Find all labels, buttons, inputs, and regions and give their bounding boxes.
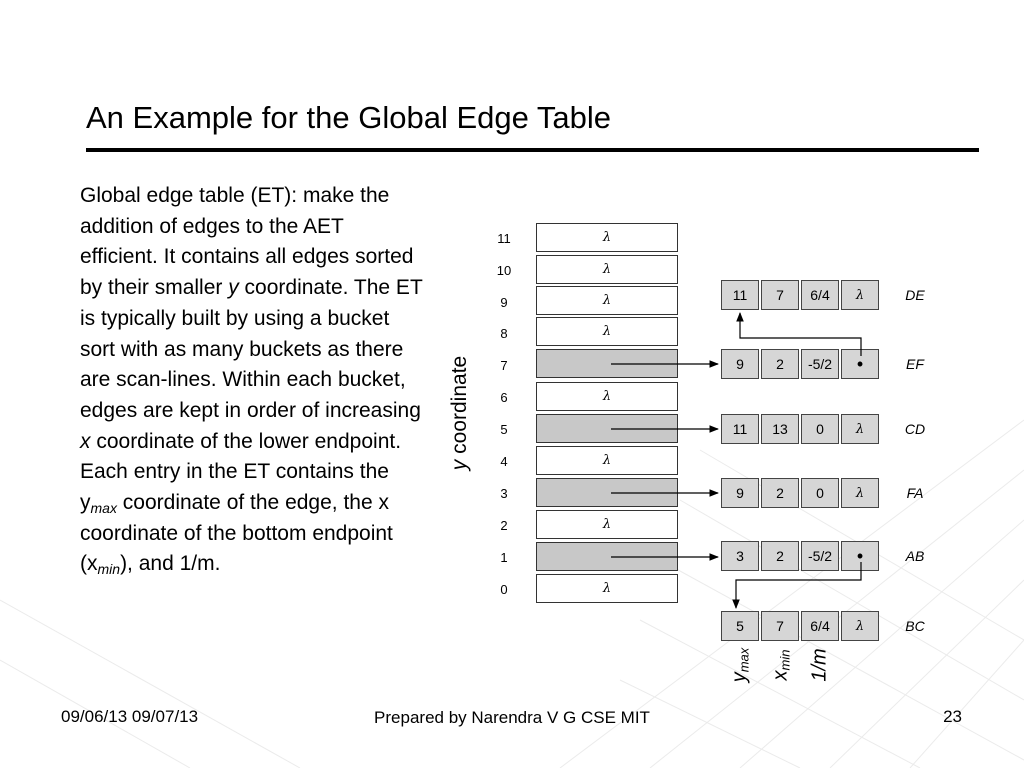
edge-cd-next: λ (841, 414, 879, 444)
footer-page-number: 23 (943, 707, 962, 726)
edge-cd-name: CD (904, 421, 926, 437)
bucket-0 (536, 574, 678, 603)
bucket-0-lambda: λ (602, 581, 612, 596)
edge-fa-ymax: 9 (721, 478, 759, 508)
edge-fa-next: λ (841, 478, 879, 508)
footer-date: 09/06/13 09/07/13 (61, 707, 199, 726)
edge-fa-name: FA (906, 485, 924, 501)
bucket-6 (536, 382, 678, 411)
bucket-label-9: 9 (500, 295, 508, 310)
edge-bc-next: λ (841, 611, 879, 641)
bucket-label-1: 1 (500, 550, 508, 565)
bucket-10-lambda: λ (602, 262, 612, 277)
bucket-label-8: 8 (500, 326, 508, 341)
edge-ef-ymax: 9 (721, 349, 759, 379)
bucket-9-lambda: λ (602, 293, 612, 308)
bucket-7 (536, 349, 678, 378)
column-label-inv-slope: 1/m (808, 648, 831, 682)
edge-de-inv-slope: 6/4 (801, 280, 839, 310)
col-xmin-sub: min (777, 649, 793, 671)
edge-ab-xmin: 2 (761, 541, 799, 571)
column-label-ymax (729, 648, 752, 683)
desc-y-var: y (228, 276, 239, 300)
edge-cd-inv-slope: 0 (801, 414, 839, 444)
column-label-xmin (770, 650, 793, 681)
edge-fa-xmin: 2 (761, 478, 799, 508)
desc-part-5: ), and 1/m. (120, 552, 221, 576)
desc-ymax-sub: max (90, 500, 117, 517)
edge-de-xmin: 7 (761, 280, 799, 310)
col-ymax-base: y (728, 672, 751, 683)
edge-cd-ymax: 11 (721, 414, 759, 444)
edge-ef-name: EF (906, 356, 924, 372)
bucket-8-lambda: λ (602, 324, 612, 339)
edge-de-name: DE (905, 287, 925, 303)
axis-y-var: y (448, 459, 471, 471)
col-ymax-sub: max (736, 647, 752, 673)
bucket-label-4: 4 (500, 454, 508, 469)
title-divider (86, 148, 979, 152)
bucket-11-lambda: λ (602, 230, 612, 245)
bucket-label-5: 5 (500, 422, 508, 437)
edge-fa-inv-slope: 0 (801, 478, 839, 508)
y-coordinate-axis-label (448, 356, 472, 470)
slide-title: An Example for the Global Edge Table (86, 100, 612, 135)
bucket-label-7: 7 (500, 358, 508, 373)
bucket-label-0: 0 (500, 582, 508, 597)
edge-de-next: λ (841, 280, 879, 310)
edge-cd-xmin: 13 (761, 414, 799, 444)
edge-bc-name: BC (905, 618, 925, 634)
bucket-1 (536, 542, 678, 571)
edge-ef-xmin: 2 (761, 349, 799, 379)
bucket-label-2: 2 (500, 518, 508, 533)
edge-ef-inv-slope: -5/2 (801, 349, 839, 379)
desc-part-4: coordinate of the edge, the x coordinate of the bottom endpoint (x (80, 491, 393, 576)
description-text (80, 181, 425, 580)
bucket-5 (536, 414, 678, 443)
bucket-label-6: 6 (500, 390, 508, 405)
desc-part-2: coordinate. The ET is typically built by using a bucket sort with as many buckets as there are scan-lines. Within each bucket, edges are kept in order of increasing (80, 276, 423, 422)
desc-part-3: coordinate of the lower endpoint. Each entry in the ET contains the y (80, 429, 402, 515)
footer-prepared-by: Prepared by Narendra V G CSE MIT (374, 708, 650, 727)
edge-bc-inv-slope: 6/4 (801, 611, 839, 641)
bucket-10 (536, 255, 678, 284)
bucket-6-lambda: λ (602, 389, 612, 404)
bucket-11 (536, 223, 678, 252)
desc-part-1: Global edge table (ET): make the addition of edges to the AET efficient. It contains all edges sorted by their smaller (80, 184, 414, 300)
bucket-2 (536, 510, 678, 539)
bucket-label-3: 3 (500, 486, 508, 501)
bucket-label-10: 10 (496, 263, 512, 278)
bucket-2-lambda: λ (602, 517, 612, 532)
edge-ab-next: • (841, 541, 879, 571)
bucket-3 (536, 478, 678, 507)
bucket-label-11: 11 (497, 231, 511, 246)
desc-xmin-sub: min (97, 561, 121, 578)
desc-x-var: x (80, 429, 91, 453)
edge-ef-next: • (841, 349, 879, 379)
edge-bc-xmin: 7 (761, 611, 799, 641)
bucket-8 (536, 317, 678, 346)
bucket-9 (536, 286, 678, 315)
bucket-4 (536, 446, 678, 475)
edge-ab-inv-slope: -5/2 (801, 541, 839, 571)
edge-bc-ymax: 5 (721, 611, 759, 641)
edge-de-ymax: 11 (721, 280, 759, 310)
bucket-4-lambda: λ (602, 453, 612, 468)
edge-ab-ymax: 3 (721, 541, 759, 571)
axis-label-rest: coordinate (448, 355, 471, 460)
edge-ab-name: AB (905, 548, 925, 564)
col-xmin-base: x (769, 670, 792, 681)
